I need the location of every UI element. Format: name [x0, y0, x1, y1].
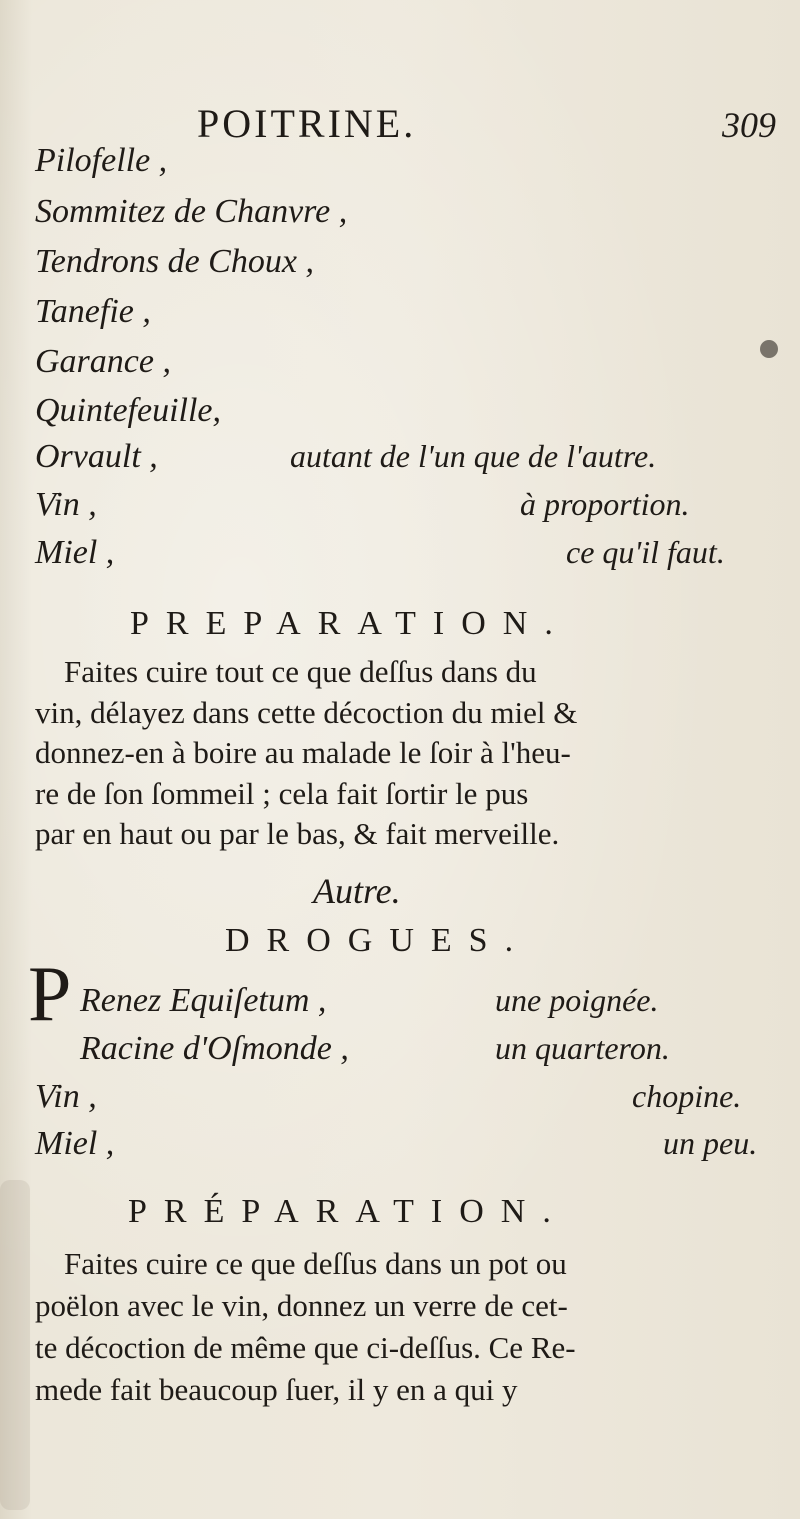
paragraph-line: Faites cuire tout ce que deſſus dans du — [64, 654, 537, 689]
section-heading: DROGUES. — [225, 922, 531, 959]
ingredient-name: Tanefie , — [35, 293, 151, 330]
section-heading: PRÉPARATION. — [128, 1193, 568, 1230]
paragraph-line: donnez-en à boire au malade le ſoir à l'heu- — [35, 735, 571, 771]
paragraph-line: re de ſon ſommeil ; cela fait ſortir le pus — [35, 775, 529, 811]
ink-blot — [760, 340, 778, 358]
page-edge-shadow — [0, 1180, 30, 1510]
ingredient-quantity: un peu. — [663, 1125, 758, 1161]
ingredient-name: Tendrons de Choux , — [35, 243, 314, 280]
ingredient-name: Garance , — [35, 343, 171, 380]
ingredient-name: Vin , — [35, 1078, 97, 1115]
paragraph — [35, 1243, 775, 1411]
ingredient-name: Quintefeuille, — [35, 392, 222, 429]
ingredient-quantity: autant de l'un que de l'autre. — [290, 438, 657, 474]
paragraph-line: vin, délayez dans cette décoction du miel & — [35, 694, 578, 730]
ingredient-quantity: ce qu'il faut. — [566, 534, 725, 570]
section-heading: PREPARATION. — [130, 605, 570, 642]
ingredient-quantity: chopine. — [632, 1078, 742, 1114]
ingredient-name: Orvault , — [35, 438, 158, 475]
ingredient-name: Vin , — [35, 486, 97, 523]
paragraph-line: mede fait beaucoup ſuer, il y en a qui y — [35, 1372, 518, 1407]
ingredient-name: Miel , — [35, 1125, 115, 1162]
ingredient-quantity: à proportion. — [520, 486, 690, 522]
ingredient-quantity: une poignée. — [495, 982, 659, 1018]
paragraph-line: poëlon avec le vin, donnez un verre de cet- — [35, 1288, 568, 1323]
paragraph-line: par en haut ou par le bas, & fait merveille. — [35, 816, 560, 852]
ingredient-name: Pilofelle , — [35, 142, 168, 179]
paragraph — [35, 652, 775, 855]
subtitle: Autre. — [313, 871, 401, 911]
page-number: 309 — [722, 105, 776, 145]
ingredient-name: Racine d'Oſmonde , — [80, 1030, 349, 1067]
drop-cap: P — [28, 950, 72, 1037]
ingredient-name: Sommitez de Chanvre , — [35, 193, 348, 230]
ingredient-name: Renez Equiſetum , — [80, 982, 327, 1019]
running-head: POITRINE. — [197, 101, 417, 146]
ingredient-name: Miel , — [35, 534, 115, 571]
ingredient-quantity: un quarteron. — [495, 1030, 670, 1066]
paragraph-line: te décoction de même que ci-deſſus. Ce Re- — [35, 1330, 576, 1365]
paragraph-line: Faites cuire ce que deſſus dans un pot ou — [64, 1246, 567, 1281]
